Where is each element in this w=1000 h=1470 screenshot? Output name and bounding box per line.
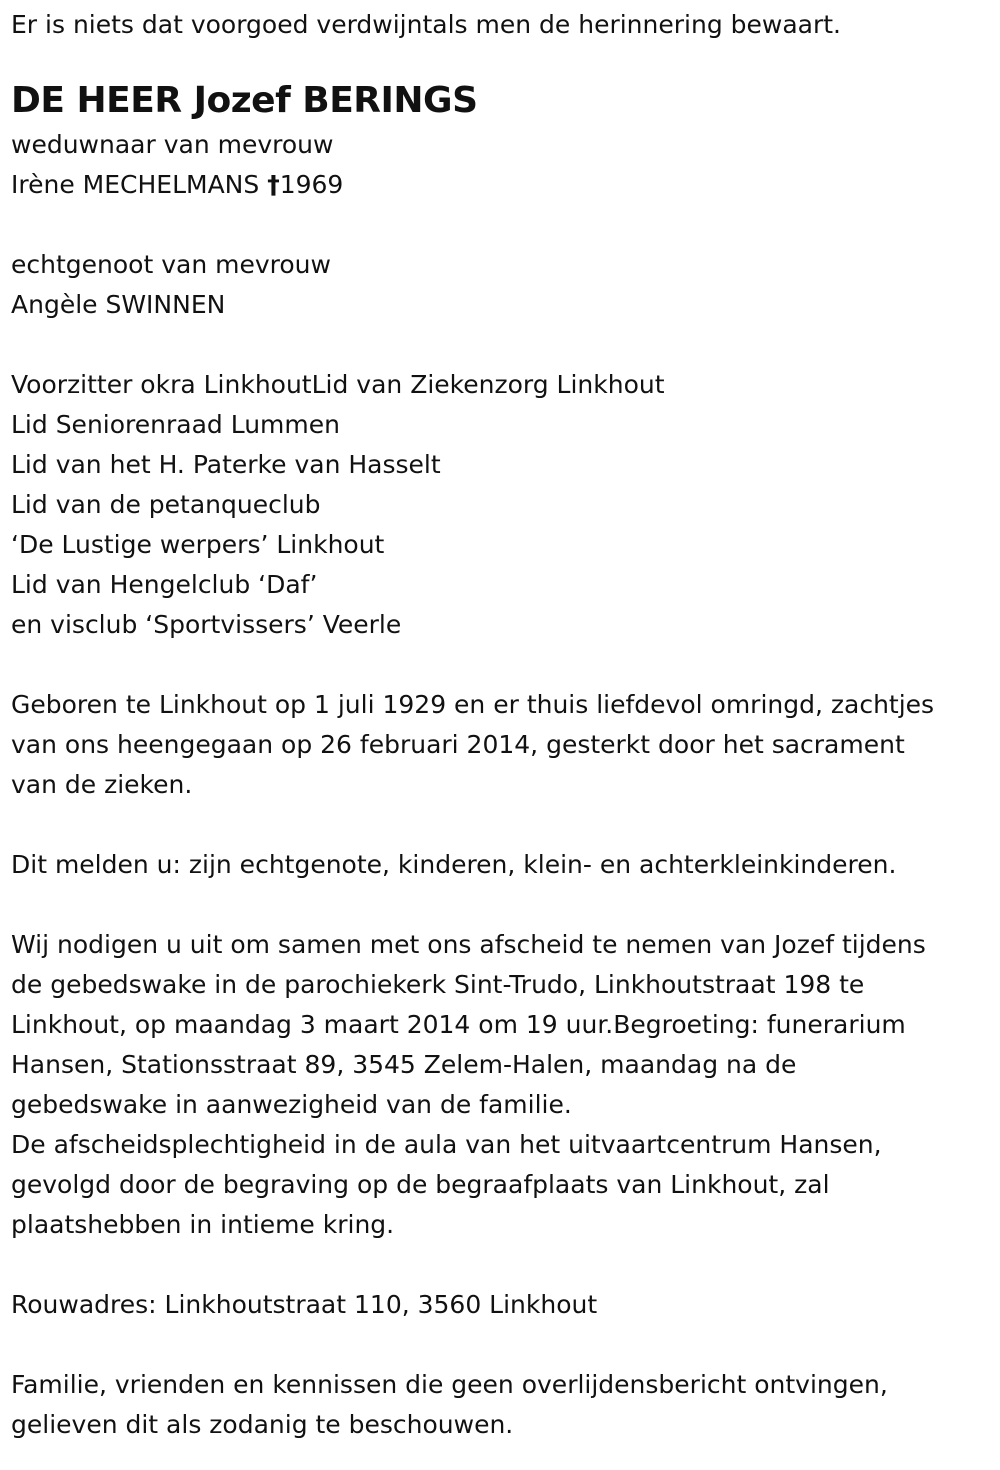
- paragraph-line: Geboren te Linkhout op 1 juli 1929 en er thuis liefdevol omringd, zachtjes: [11, 690, 935, 719]
- obituary-notice: [11, 5, 996, 1445]
- paragraph-line: van ons heengegaan op 26 februari 2014, gesterkt door het sacrament: [11, 730, 905, 759]
- membership-item: Lid van Hengelclub ‘Daf’: [11, 570, 318, 599]
- paragraph-line: Wij nodigen u uit om samen met ons afscheid te nemen van Jozef tijdens: [11, 930, 926, 959]
- membership-item: en visclub ‘Sportvissers’ Veerle: [11, 610, 402, 639]
- memorial-quote: Er is niets dat voorgoed verdwijntals men de herinnering bewaart.: [11, 10, 842, 39]
- paragraph-line: gelieven dit als zodanig te beschouwen.: [11, 1410, 514, 1439]
- mourning-address: Rouwadres: Linkhoutstraat 110, 3560 Linkhout: [11, 1290, 598, 1319]
- spacer: [11, 645, 996, 685]
- membership-item: Lid Seniorenraad Lummen: [11, 410, 340, 439]
- paragraph-line: gebedswake in aanwezigheid van de familie.: [11, 1090, 572, 1119]
- spacer: [11, 1325, 996, 1365]
- spacer: [11, 325, 996, 365]
- membership-item: Lid van de petanqueclub: [11, 490, 321, 519]
- spacer: [11, 1245, 996, 1285]
- paragraph-line: van de zieken.: [11, 770, 193, 799]
- deceased-name: DE HEER Jozef BERINGS: [11, 80, 478, 121]
- paragraph-line: Familie, vrienden en kennissen die geen overlijdensbericht ontvingen,: [11, 1370, 888, 1399]
- paragraph-line: Linkhout, op maandag 3 maart 2014 om 19 uur.Begroeting: funerarium: [11, 1010, 906, 1039]
- spacer: [11, 805, 996, 845]
- spacer: [11, 885, 996, 925]
- membership-item: Lid van het H. Paterke van Hasselt: [11, 450, 441, 479]
- first-wife-death-year: 1969: [279, 170, 344, 199]
- husband-line: echtgenoot van mevrouw: [11, 250, 331, 279]
- memberships-list: [11, 365, 996, 645]
- first-wife-name: Irène MECHELMANS: [11, 170, 260, 199]
- membership-item: ‘De Lustige werpers’ Linkhout: [11, 530, 385, 559]
- first-wife-line: [11, 165, 996, 205]
- membership-item: Voorzitter okra LinkhoutLid van Ziekenzorg Linkhout: [11, 370, 665, 399]
- announcement-line: Dit melden u: zijn echtgenote, kinderen, klein- en achterkleinkinderen.: [11, 850, 897, 879]
- paragraph-line: de gebedswake in de parochiekerk Sint-Trudo, Linkhoutstraat 198 te: [11, 970, 865, 999]
- widower-line: weduwnaar van mevrouw: [11, 130, 334, 159]
- closing-paragraph: [11, 1365, 996, 1445]
- spacer: [11, 205, 996, 245]
- paragraph-line: gevolgd door de begraving op de begraafplaats van Linkhout, zal: [11, 1170, 830, 1199]
- paragraph-line: Hansen, Stationsstraat 89, 3545 Zelem-Halen, maandag na de: [11, 1050, 797, 1079]
- spouse-name: Angèle SWINNEN: [11, 290, 226, 319]
- cross-icon: †: [267, 170, 280, 199]
- paragraph-line: De afscheidsplechtigheid in de aula van het uitvaartcentrum Hansen,: [11, 1130, 882, 1159]
- paragraph-line: plaatshebben in intieme kring.: [11, 1210, 395, 1239]
- birth-death-paragraph: [11, 685, 996, 805]
- invitation-paragraph: [11, 925, 996, 1245]
